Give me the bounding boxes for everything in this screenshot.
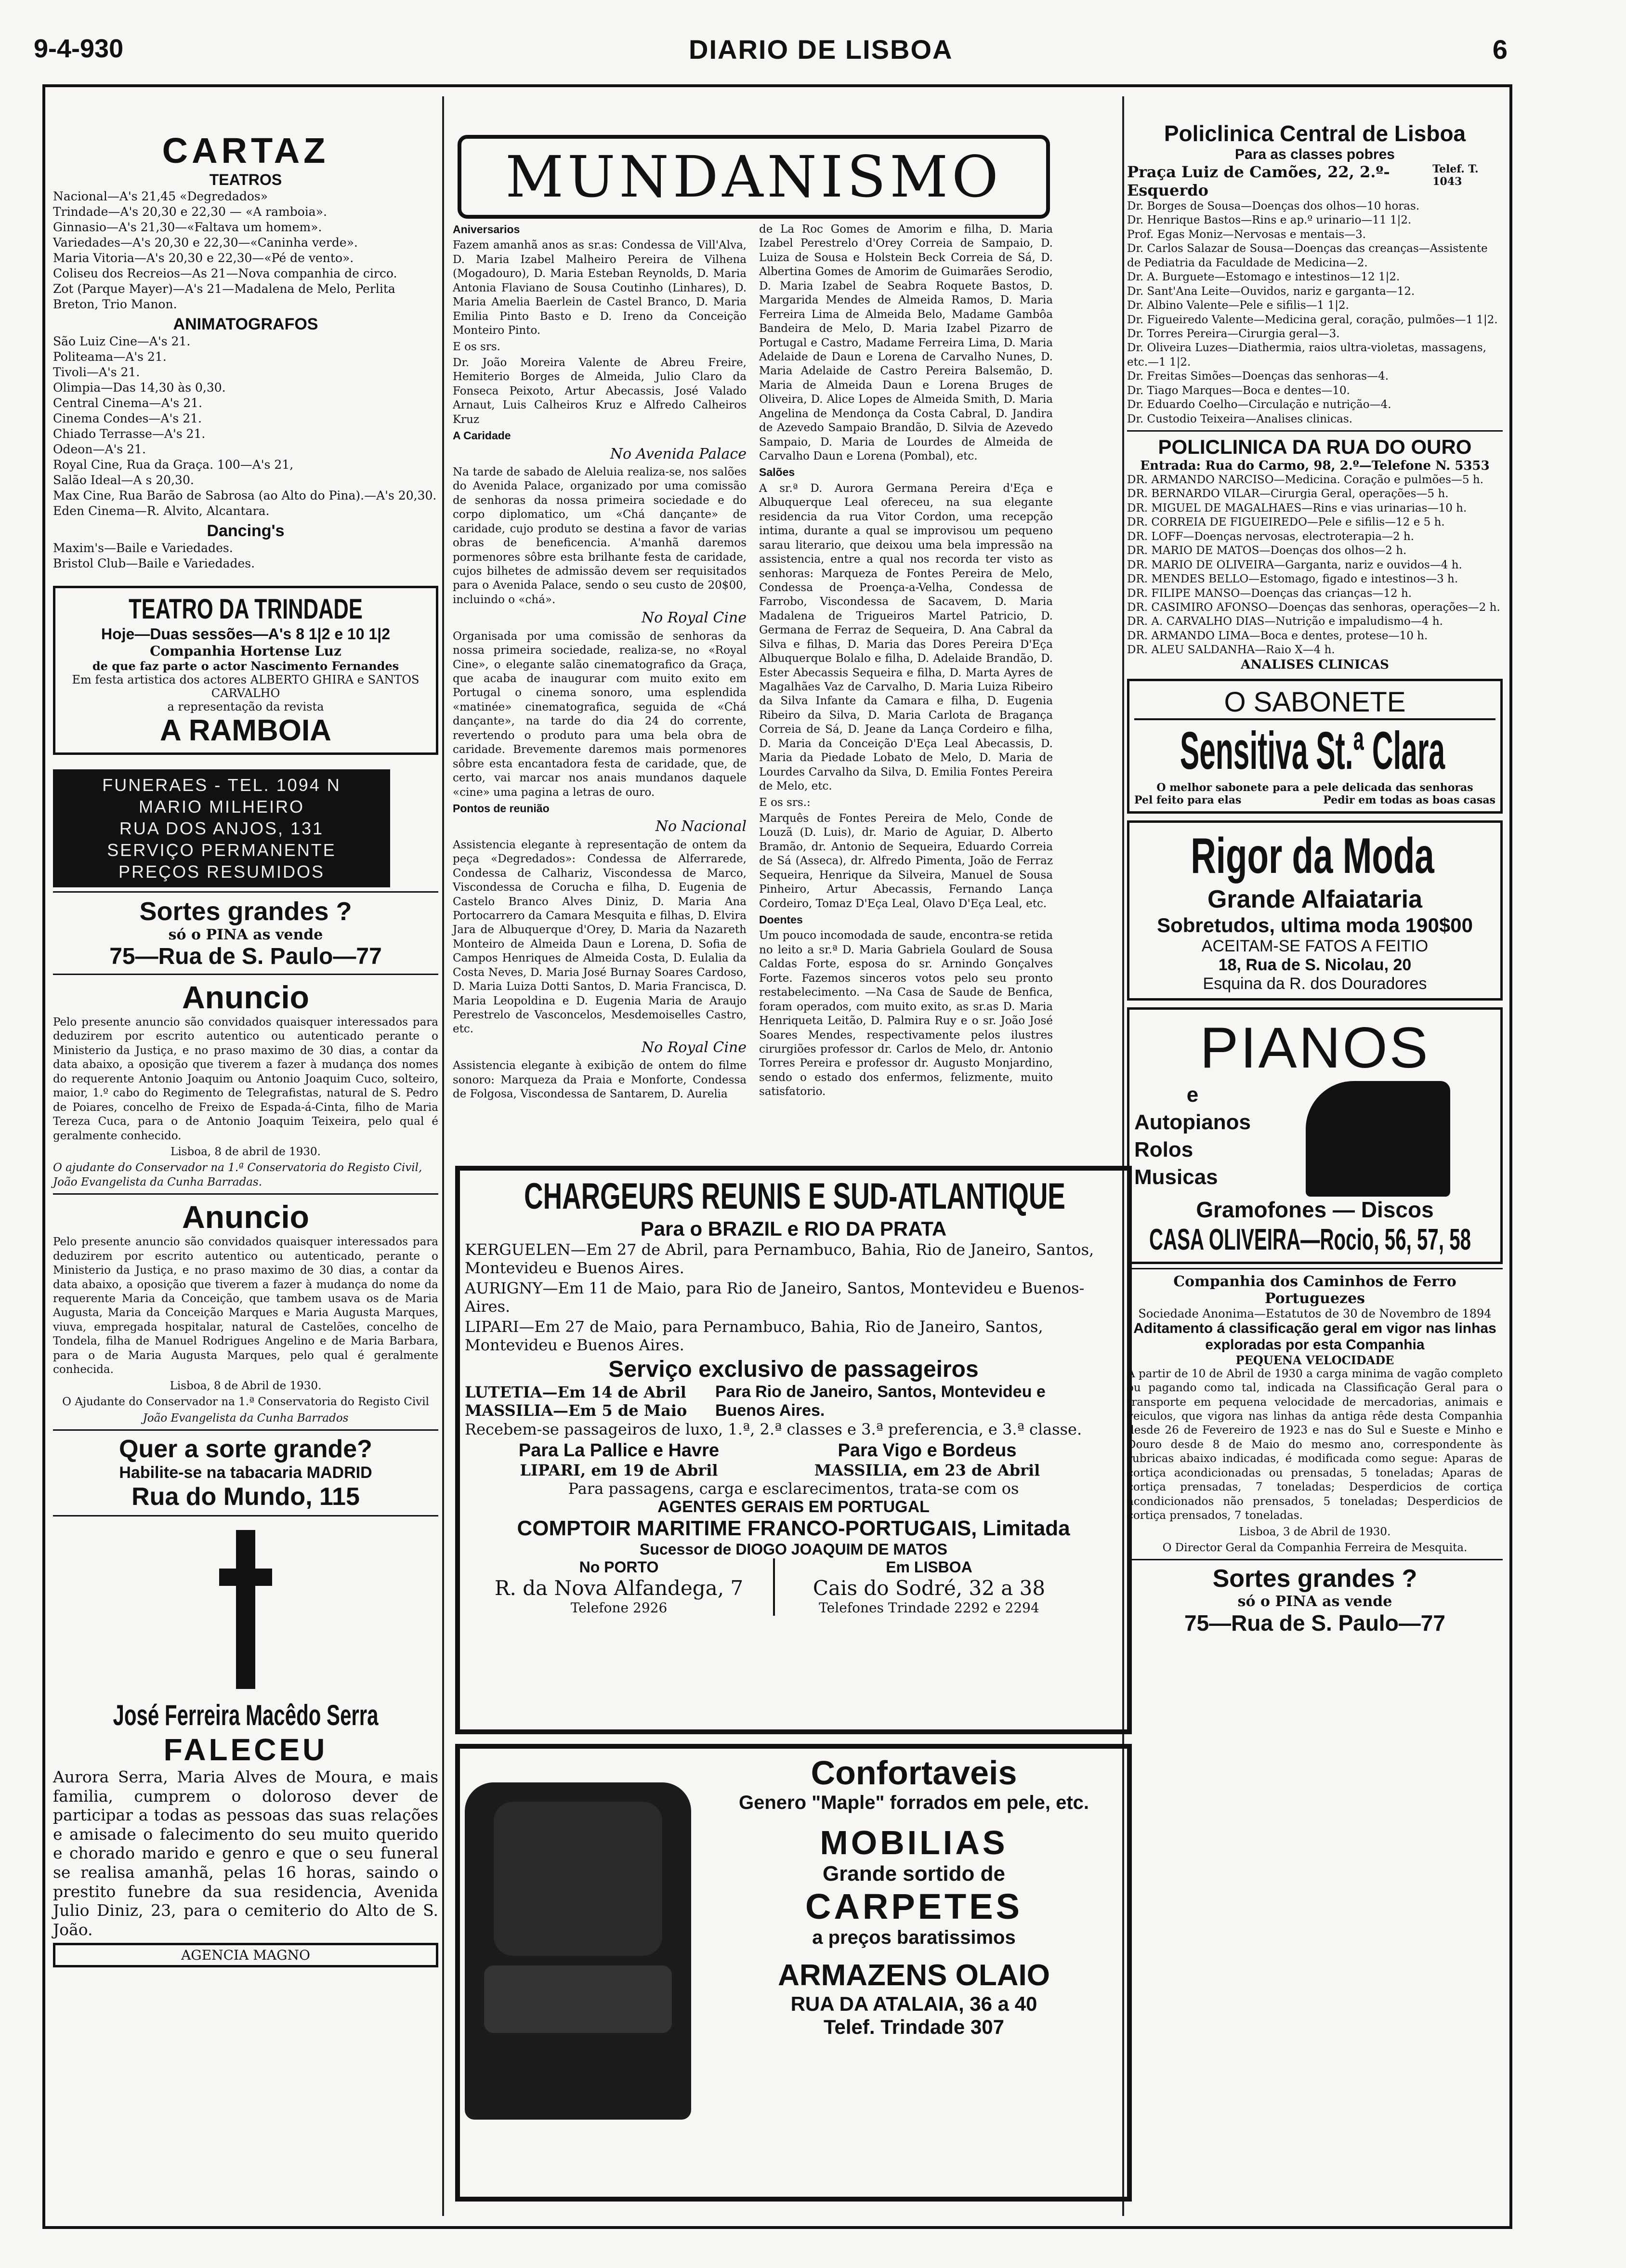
left-column xyxy=(53,96,438,1967)
anuncio-title: Anuncio xyxy=(182,979,309,1015)
ouro-analises: ANALISES CLINICAS xyxy=(1241,657,1389,672)
dancing-listing: Bristol Club—Baile e Variedades. xyxy=(53,556,255,570)
doctor-listing: DR. A. CARVALHO DIAS—Nutrição e impaludismo—4 h. xyxy=(1127,615,1443,628)
dancing-listing: Maxim's—Baile e Variedades. xyxy=(53,541,233,555)
doctor-listing: Dr. Torres Pereira—Cirurgia geral—3. xyxy=(1127,327,1340,340)
cinema-listing: Olimpia—Das 14,30 às 0,30. xyxy=(53,381,226,395)
sabonete-line2: Pel feito para elas xyxy=(1134,793,1242,806)
chargeurs-passageiros: Recebem-se passageiros de luxo, 1.ª, 2.ª classes e 3.ª preferencia, e 3.ª classe. xyxy=(465,1420,1082,1438)
pianos-line4: Gramofones — Discos xyxy=(1196,1197,1434,1222)
doctor-listing: Dr. A. Burguete—Estomago e intestinos—12 1|2. xyxy=(1127,271,1400,284)
pianos-line2: Rolos xyxy=(1134,1138,1193,1162)
rigor-line2: ACEITAM-SE FATOS A FEITIO xyxy=(1201,936,1429,955)
teatro-listing: Ginnasio—A's 21,30—«Faltava um homem». xyxy=(53,220,322,234)
mundanismo-section xyxy=(453,96,1055,1156)
agency-label: AGENCIA MAGNO xyxy=(53,1943,438,1967)
sortes-ad-2 xyxy=(1127,1559,1503,1636)
sabonete-line3: Pedir em todas as boas casas xyxy=(1323,793,1495,806)
newspaper-title: DIARIO DE LISBOA xyxy=(689,34,953,65)
pontos-label: Pontos de reunião xyxy=(453,802,550,815)
ouro-section xyxy=(1127,430,1503,672)
porto-tel: Telefone 2926 xyxy=(570,1600,668,1616)
teatros-list xyxy=(53,189,438,312)
sortes-line: só o PINA as vende xyxy=(168,926,323,943)
anuncio-1 xyxy=(53,974,438,1189)
piano-illustration xyxy=(1306,1081,1450,1197)
dancings-list xyxy=(53,541,438,571)
quer-line3: Rua do Mundo, 115 xyxy=(131,1482,360,1511)
doctor-listing: Prof. Egas Moniz—Nervosas e mentais—3. xyxy=(1127,228,1366,241)
armazens-label: ARMAZENS OLAIO xyxy=(778,1959,1050,1992)
page-number: 6 xyxy=(1492,34,1508,65)
doctor-listing: Dr. Henrique Bastos—Rins e ap.º urinario—11 1|2. xyxy=(1127,214,1412,227)
cinema-listing: São Luiz Cine—A's 21. xyxy=(53,334,191,348)
page-header xyxy=(34,34,1508,72)
trindade-line3: de que faz parte o actor Nascimento Fernandes xyxy=(92,659,399,673)
mundanismo-title: MUNDANISMO xyxy=(458,135,1050,219)
sabonete-line1: O melhor sabonete para a pele delicada das senhoras xyxy=(1156,781,1473,794)
policlinica-sub: Para as classes pobres xyxy=(1235,146,1395,162)
ouro-title: POLICLINICA DA RUA DO OURO xyxy=(1158,435,1472,458)
obituary-name: José Ferreira Macêdo Serra xyxy=(113,1699,379,1731)
chargeurs-title: CHARGEURS REUNIS E SUD-ATLANTIQUE xyxy=(524,1176,1065,1217)
caminhos-heading: Aditamento á classificação geral em vigor nas linhas exploradas por esta Companhia xyxy=(1133,1320,1496,1353)
caminhos-sub: Sociedade Anonima—Estatutos de 30 de Novembro de 1894 xyxy=(1138,1306,1492,1320)
anuncio-signname: João Evangelista da Cunha Barrados xyxy=(143,1411,349,1424)
sabonete-brand: Sensitiva St.ª Clara xyxy=(1180,721,1445,780)
right-column xyxy=(1127,96,1503,1636)
aniversarios-text: Fazem amanhã anos as sr.as: Condessa de Vill'Alva, D. Maria Izabel Malheiro Pereira de Vilhena (Mogadouro), D. Maria Esteban Reynolds, D. Maria Antonia Flaviano de Sousa Coutinho (Linhares), D. Maria Amelia Baerlein de Castel Branco, D. Maria Emilia Pinto Basto e D. Ireno da Conceição Monteiro Pinto. xyxy=(453,239,747,337)
porto-address: R. da Nova Alfandega, 7 xyxy=(494,1576,744,1600)
chargeurs-sub: Para o BRAZIL e RIO DA PRATA xyxy=(640,1217,947,1240)
chargeurs-agentes: AGENTES GERAIS EM PORTUGAL xyxy=(657,1498,930,1516)
rigor-ad xyxy=(1127,820,1503,1001)
pianos-title: PIANOS xyxy=(1200,1015,1430,1080)
nacional-place: No Nacional xyxy=(655,818,747,835)
funeraes-line: MARIO MILHEIRO xyxy=(138,797,305,817)
doctor-listing: DR. MARIO DE OLIVEIRA—Garganta, nariz e ouvidos—4 h. xyxy=(1127,558,1462,571)
sabonete-title: O SABONETE xyxy=(1134,686,1495,720)
teatro-listing: Nacional—A's 21,45 «Degredados» xyxy=(53,189,268,203)
doctor-listing: DR. ARMANDO LIMA—Boca e dentes, protese—10 h. xyxy=(1127,629,1428,642)
caridade-label: A Caridade xyxy=(453,429,511,442)
royal-place: No Royal Cine xyxy=(641,609,747,627)
doctor-listing: DR. CORREIA DE FIGUEIREDO—Pele e sifilis—12 e 5 h. xyxy=(1127,516,1445,529)
e-os-label: E os srs. xyxy=(453,340,500,353)
chargeurs-line: LIPARI—Em 27 de Maio, para Pernambuco, Bahia, Rio de Janeiro, Santos, Montevideu e Buenos Aires. xyxy=(465,1318,1043,1354)
cinema-listing: Odeon—A's 21. xyxy=(53,442,146,456)
doctor-listing: Dr. Figueiredo Valente—Medicina geral, coração, pulmões—1 1|2. xyxy=(1127,313,1498,326)
caminhos-section xyxy=(1127,1268,1503,1556)
doctor-listing: DR. ALEU SALDANHA—Raio X—4 h. xyxy=(1127,644,1335,657)
chargeurs-route: Para Rio de Janeiro, Santos, Montevideu e Buenos Aires. xyxy=(715,1383,1046,1420)
e-srs-label: E os srs.: xyxy=(759,796,811,809)
policlinica-title: Policlinica Central de Lisboa xyxy=(1164,121,1466,146)
doctor-listing: DR. ARMANDO NARCISO—Medicina. Coração e pulmões—5 h. xyxy=(1127,474,1484,486)
doctor-listing: Dr. Albino Valente—Pele e sifilis—1 1|2. xyxy=(1127,299,1349,312)
dancings-label: Dancing's xyxy=(207,522,285,540)
animatografos-list xyxy=(53,334,438,519)
pallice-line: LIPARI, em 19 de Abril xyxy=(520,1461,718,1479)
carpetes-label: CARPETES xyxy=(805,1886,1023,1926)
chargeurs-servico: Serviço exclusivo de passageiros xyxy=(608,1357,979,1382)
doentes-label: Doentes xyxy=(759,913,803,926)
pianos-line3: Musicas xyxy=(1134,1165,1218,1189)
cinema-listing: Chiado Terrasse—A's 21. xyxy=(53,427,206,441)
teatro-listing: Zot (Parque Mayer)—A's 21—Madalena de Melo, Perlita Breton, Trio Manon. xyxy=(53,282,395,311)
comptoir-name: COMPTOIR MARITIME FRANCO-PORTUGAIS, Limitada xyxy=(517,1516,1070,1540)
caminhos-heading-2: PEQUENA VELOCIDADE xyxy=(1235,1353,1394,1367)
policlinica-list xyxy=(1127,199,1503,426)
aniversarios-label: Aniversarios xyxy=(453,223,520,236)
vigo-title: Para Vigo e Bordeus xyxy=(838,1440,1017,1461)
doctor-listing: Dr. Eduardo Coelho—Circulação e nutrição—4. xyxy=(1127,398,1391,411)
confortaveis-ad xyxy=(455,1744,1132,2202)
doentes-text: Um pouco incomodada de saude, encontra-se retida no leito a sr.ª D. Maria Gabriela Goulard de Sousa Caldas Forte, esposa do sr. Arnindo Gonçalves Forte. Fazemos sinceros votos pelo seu pronto restabelecimento. —Na Casa de Saude de Benfica, foram operados, com muito exito, as sr.as D. Maria Henriqueta Leitão, D. Palmira Ruy e o sr. João José Soares Mendes, respectivamente pelos ilustres cirurgiões professor dr. Carlos de Melo, dr. Antonio Torres Pereira e professor dr. Augusto Monjardino, sendo o estado dos enfermos, felizmente, muito satisfatorio. xyxy=(759,929,1053,1098)
saloes-text: A sr.ª D. Aurora Germana Pereira d'Eça e Albuquerque Leal ofereceu, na sua elegante residencia da rua Vitor Cordon, uma recepção intima, durante a qual se improvisou um pequeno sarau literario, que deixou uma bela impressão na assistencia, entre a qual nos recorda ter visto as senhoras: Marqueza de Fontes Pereira de Melo, Condessa de Proença-a-Velha, Condessa de Farrobo, Viscondessa de Sacavem, D. Maria Madalena de Trigueiros Martel Patricio, D. Germana de Ferraz de Sequeira, D. Ana Cabral da Silva e filhas, D. Maria das Dores Pereira D'Eça Albuquerque Bolalo e filha, D. Adelaide Brandão, D. Ester Abecassis Sequeira e filha, D. Marta Ayres de Magalhães Vaz de Carvalho, D. Maria Luiza Ribeiro da Silva Infante da Camara e filha, D. Eugenia Ribeiro da Silva, D. Maria Carlota de Bragança Correia de Sá, D. Jeane da Lança Cordeiro e filha, D. Maria da Conceição D'Eça Leal Abecassis, D. Maria da Piedade Lobato de Melo, D. Maria de Lourdes Carvalho da Silva, D. Emilia Fontes Pereira de Melo, etc. xyxy=(759,482,1053,793)
mundanismo-col-a xyxy=(453,223,747,1104)
trindade-line4: Em festa artistica dos actores ALBERTO GHIRA e SANTOS CARVALHO xyxy=(72,673,420,700)
trindade-ad xyxy=(53,586,438,755)
chargeurs-line: KERGUELEN—Em 27 de Abril, para Pernambuco, Bahia, Rio de Janeiro, Santos, Montevideu e Buenos Aires. xyxy=(465,1240,1094,1277)
ouro-address: Entrada: Rua do Carmo, 98, 2.º—Telefone N. 5353 xyxy=(1140,459,1490,473)
doctor-listing: DR. MARIO DE MATOS—Doenças dos olhos—2 h. xyxy=(1127,544,1407,557)
chargeurs-line: AURIGNY—Em 11 de Maio, para Rio de Janeiro, Santos, Montevideu e Buenos-Aires. xyxy=(465,1279,1085,1316)
column-rule-1 xyxy=(442,96,444,2216)
cartaz-title: CARTAZ xyxy=(162,131,329,171)
doctor-listing: Dr. Carlos Salazar de Sousa—Doenças das creanças—Assistente de Pediatria da Faculdade de Medicina—2. xyxy=(1127,242,1488,269)
chargeurs-massilia: MASSILIA—Em 5 de Maio xyxy=(465,1401,687,1420)
teatro-listing: Coliseu dos Recreios—As 21—Nova companhia de circo. xyxy=(53,266,397,280)
obituary-body: Aurora Serra, Maria Alves de Moura, e mais familia, cumprem o doloroso dever de participar a todas as pessoas das suas relações e amisade o falecimento do seu muito querido e chorado marido e genro e que o seu funeral se realisa amanhã, pelas 16 horas, saindo o prestito funebre da sua residencia, Avenida Julio Diniz, 23, para o cemiterio do Alto de S. João. xyxy=(53,1767,438,1939)
trindade-line2: Companhia Hortense Luz xyxy=(150,643,341,659)
rigor-line1: Sobretudos, ultima moda 190$00 xyxy=(1157,913,1473,936)
doctor-listing: Dr. Borges de Sousa—Doenças dos olhos—10 horas. xyxy=(1127,200,1420,212)
aniversarios-text-2: Dr. João Moreira Valente de Abreu Freire, Hemiterio Borges de Almeida, Julio Claro da Fonseca Peixoto, Artur Abecassis, José Valado Arnaut, Luis Calheiros Kruz e Alfredo Calheiros Kruz xyxy=(453,356,747,426)
precos-label: a preços baratissimos xyxy=(812,1927,1016,1948)
pallice-title: Para La Pallice e Havre xyxy=(518,1440,720,1461)
anuncio-date: Lisboa, 8 de abril de 1930. xyxy=(170,1145,321,1158)
lisboa-tel: Telefones Trindade 2292 e 2294 xyxy=(819,1600,1039,1616)
royal2-text: Assistencia elegante à exibição de ontem do filme sonoro: Marqueza da Praia e Monforte, Condessa de Folgosa, Viscondessa de Santarem, D. Aurelia xyxy=(453,1059,747,1101)
anuncio-title: Anuncio xyxy=(182,1199,309,1235)
doctor-listing: DR. MIGUEL DE MAGALHAES—Rins e vias urinarias—10 h. xyxy=(1127,501,1467,514)
sortes-title: Sortes grandes ? xyxy=(1212,1565,1417,1593)
pianos-e: e xyxy=(1186,1082,1199,1107)
armazens-tel: Telef. Trindade 307 xyxy=(823,2016,1005,2038)
rigor-line3: 18, Rua de S. Nicolau, 20 xyxy=(1218,955,1412,974)
rigor-sub: Grande Alfaiataria xyxy=(1207,885,1422,913)
cross-icon xyxy=(219,1530,272,1689)
nacional-text: Assistencia elegante à representação de ontem da peça «Degredados»: Condessa de Alferrarede, Condessa de Calhariz, Viscondessa de Marco, Viscondessa de Corucha e filha, D. Eugenia de Castelo Branco Alves Diniz, D. Maria Ana Portocarrero da Camara Mesquita e filhas, D. Elvira Jara de Albuquerque d'Orey, D. Maria da Nazareth Monteiro de Almeida Daun e Lorena, D. Sofia de Campos Henriques de Almeida Costa, D. Eulalia da Costa Neves, D. Maria José Burnay Soares Cardoso, D. Maria Luiza Dotti Santos, D. Maria Francisca, D. Maria Leopoldina e D. Eugenia Maria de Araujo Perestrelo de Vasconcelos, Mesdemoiselles Castro, etc. xyxy=(453,838,747,1036)
cinema-listing: Tivoli—A's 21. xyxy=(53,365,140,379)
caminhos-body: A partir de 10 de Abril de 1930 a carga minima de vagão completo ou pagando como tal, indicada na Classificação Geral para o transporte em pequena velocidade de mercadorias, animais e veiculos, que vigora nas linhas da antiga rêde desta Companhia desde 26 de Fevereiro de 1923 e nas do Sul e Sueste e Minho e Douro desde 8 de Maio do mesmo ano, correspondente às rubricas abaixo indicadas, é modificada como segue: Aparas de cortiça acondicionadas ou prensadas, 5 toneladas; Aparas de cortiça prensadas, 7 toneladas; Desperdicios de cortiça acondicionados não prensados, 5 toneladas; Desperdicios de cortiça prensados, 7 toneladas. xyxy=(1127,1367,1503,1522)
quer-sorte-ad xyxy=(53,1429,438,1511)
funeraes-line: FUNERAES - TEL. 1094 N xyxy=(102,775,341,795)
royal2-place: No Royal Cine xyxy=(641,1039,747,1056)
chargeurs-ad xyxy=(455,1166,1132,1734)
caminhos-sign: O Director Geral da Companhia Ferreira de Mesquita. xyxy=(1162,1541,1468,1554)
caridade-text: Na tarde de sabado de Aleluia realiza-se, nos salões do Avenida Palace, organizado por uma comissão de senhoras da nossa primeira sociedade e do corpo diplomatico, um «Chá dançante» de caridade, cujo produto se destina a favor de varias obras de beneficencia. A'manhã daremos pormenores sôbre esta brilhante festa de caridade, cujos bilhetes de admissão devem ser requisitados para o Avenida Palace, sendo o seu custo de 20$00, incluindo o «chá». xyxy=(453,465,747,606)
quer-line1: Quer a sorte grande? xyxy=(119,1435,372,1463)
rigor-line4: Esquina da R. dos Douradores xyxy=(1203,974,1427,993)
doctor-listing: Dr. Tiago Marques—Boca e dentes—10. xyxy=(1127,384,1350,397)
vigo-line: MASSILIA, em 23 de Abril xyxy=(814,1461,1040,1479)
cinema-listing: Cinema Condes—A's 21. xyxy=(53,411,202,425)
sortes-title: Sortes grandes ? xyxy=(139,897,352,926)
mobilias-label: MOBILIAS xyxy=(820,1824,1008,1861)
lisboa-address: Cais do Sodré, 32 a 38 xyxy=(813,1576,1046,1600)
porto-label: No PORTO xyxy=(579,1558,659,1576)
teatro-listing: Maria Vitoria—A's 20,30 e 22,30—«Pé de vento». xyxy=(53,251,354,265)
saloes-text-2: Marquês de Fontes Pereira de Melo, Conde de Louzã (D. Luis), dr. Mario de Aguiar, D. Alberto Bramão, dr. Antonio de Sequeira, Eduardo Correia de Sá (Asseca), dr. Alfredo Pimenta, João de Ferraz Sequeira, Henrique da Silveira, Manuel de Sousa Pinheiro, Artur Abecassis, Fernando Lança Cordeiro, Tomaz D'Eça Leal, Olavo D'Eça Leal, etc. xyxy=(759,812,1053,910)
confortaveis-title: Confortaveis xyxy=(811,1754,1017,1792)
issue-date: 9-4-930 xyxy=(34,34,124,63)
cinema-listing: Max Cine, Rua Barão de Sabrosa (ao Alto do Pina).—A's 20,30. xyxy=(53,488,437,502)
col2-top-text: de La Roc Gomes de Amorim e filha, D. Maria Izabel Perestrelo d'Orey Correia de Sampaio, D. Luiza de Sousa e Holstein Beck Correia de Sá, D. Albertina Gomes de Amorim de Guimarães Serodio, D. Maria Izabel de Seabra Roquete Bastos, D. Margarida Mendes de Almeida Ramos, D. Maria Ferreira Lima de Almeida Belo, Madame Gambôa Bandeira de Melo, D. Maria Izabel Pizarro de Portugal e Castro, Madame Ferreira Lima, D. Maria Adelaide de Daun e Lorena de Carvalho Nunes, D. Maria Adelaide de Castro Pereira Balsemão, D. Maria de Almeida Daun e Lorena Bruges de Oliveira, D. Alice Lopes de Almeida Smith, D. Maria Angelina de Mendonça da Costa Cabral, D. Jandira de Azevedo Sampaio Brandão, D. Silvia de Azevedo Sampaio, D. Maria de Lourdes de Almeida de Carvalho Daun e Lorena (Pombal), etc. xyxy=(759,223,1053,462)
funeraes-line: PREÇOS RESUMIDOS xyxy=(118,862,325,882)
pianos-line5: CASA OLIVEIRA—Rocio, 56, 57, 58 xyxy=(1149,1223,1471,1256)
lisboa-label: Em LISBOA xyxy=(886,1558,972,1576)
caridade-place: No Avenida Palace xyxy=(610,445,747,462)
doctor-listing: DR. FILIPE MANSO—Doenças das crianças—12 h. xyxy=(1127,587,1412,600)
anuncio-sign: O Ajudante do Conservador na 1.ª Conservatoria do Registo Civil xyxy=(62,1396,429,1409)
mundanismo-col-b xyxy=(759,223,1053,1104)
anuncio-sign: O ajudante do Conservador na 1.ª Conservatoria do Registo Civil, João Evangelista da Cunha Barradas. xyxy=(53,1161,422,1188)
ouro-list xyxy=(1127,473,1503,658)
funeraes-line: SERVIÇO PERMANENTE xyxy=(107,840,336,860)
trindade-line5: a representação da revista xyxy=(167,700,324,713)
doctor-listing: DR. MENDES BELLO—Estomago, figado e intestinos—3 h. xyxy=(1127,573,1458,586)
doctor-listing: DR. LOFF—Doenças nervosas, electroterapia—2 h. xyxy=(1127,530,1415,543)
trindade-title: TEATRO DA TRINDADE xyxy=(129,593,363,625)
doctor-listing: Dr. Oliveira Luzes—Diathermia, raios ultra-violetas, massagens, etc.—1 1|2. xyxy=(1127,342,1486,369)
policlinica-address: Praça Luiz de Camões, 22, 2.º-Esquerdo xyxy=(1127,163,1390,199)
cinema-listing: Royal Cine, Rua da Graça. 100—A's 21, xyxy=(53,458,294,472)
anuncio-date: Lisboa, 8 de Abril de 1930. xyxy=(170,1379,322,1392)
grande-sortido: Grande sortido de xyxy=(823,1862,1005,1886)
doctor-listing: Dr. Sant'Ana Leite—Ouvidos, nariz e garganta—12. xyxy=(1127,285,1415,298)
doctor-listing: DR. BERNARDO VILAR—Cirurgia Geral, operações—5 h. xyxy=(1127,488,1449,501)
funeraes-line: RUA DOS ANJOS, 131 xyxy=(119,818,324,838)
teatro-listing: Trindade—A's 20,30 e 22,30 — «A ramboia». xyxy=(53,205,327,219)
sortes-ad-1 xyxy=(53,891,438,970)
trindade-line1: Hoje—Duas sessões—A's 8 1|2 e 10 1|2 xyxy=(101,625,391,643)
cinema-listing: Eden Cinema—R. Alvito, Alcantara. xyxy=(53,504,270,518)
royal-text: Organisada por uma comissão de senhoras da nossa primeira sociedade, realiza-se, no «Royal Cine», o elegante salão cinematografico da Graça, que acaba de inaugurar com muito exito em Portugal o cinema sonoro, uma esplendida «matinée» cinematografica, seguida de «Chá dançante», na tarde do dia 24 do corrente, revertendo o produto para uma bela obra de caridade. Brevemente daremos mais pormenores sôbre esta encantadora festa de caridade, que, de certo, vai marcar nos anais mundanos daquele «cine» uma pagina a letras de ouro. xyxy=(453,630,747,799)
sabonete-ad xyxy=(1127,679,1503,814)
cinema-listing: Salão Ideal—A s 20,30. xyxy=(53,473,194,487)
anuncio-2 xyxy=(53,1193,438,1425)
anuncio-body: Pelo presente anuncio são convidados quaisquer interessados para deduzirem por escrito autentico ou autenticado perante o Ministerio da Justiça, e no praso maximo de 30 dias, a contar da data abaixo, a oposição que tiverem a fazer à mudança dos nomes do requerente Antonio Joaquim ou Antonio Joaquim Cuco, solteiro, maior, 1.º cabo do Regimento de Telegrafistas, natural de S. Pedro de Poiares, concelho de Freixo de Espada-á-Cinta, filho de Maria Tereza Cuca, para o de Antonio Joaquim Teixeira, pelo qual é geralmente conhecido. xyxy=(53,1016,438,1142)
caminhos-title: Companhia dos Caminhos de Ferro Portuguezes xyxy=(1173,1273,1456,1307)
pianos-ad xyxy=(1127,1007,1503,1264)
teatros-label: TEATROS xyxy=(209,171,282,188)
doctor-listing: DR. CASIMIRO AFONSO—Doenças das senhoras, operações—2 h. xyxy=(1127,601,1500,614)
comptoir-sucessor: Sucessor de DIOGO JOAQUIM DE MATOS xyxy=(640,1541,947,1558)
doctor-listing: Dr. Custodio Teixeira—Analises clinicas. xyxy=(1127,412,1353,425)
obituary-faleceu: FALECEU xyxy=(163,1732,328,1767)
animatografos-label: ANIMATOGRAFOS xyxy=(173,315,318,333)
pianos-line1: Autopianos xyxy=(1134,1110,1251,1134)
rigor-title: Rigor da Moda xyxy=(1191,828,1434,884)
caminhos-date: Lisboa, 3 de Abril de 1930. xyxy=(1239,1525,1391,1538)
armchair-illustration xyxy=(465,1782,691,2120)
saloes-label: Salões xyxy=(759,466,795,479)
teatro-listing: Variedades—A's 20,30 e 22,30—«Caninha verde». xyxy=(53,236,358,250)
chargeurs-contact: Para passagens, carga e esclarecimentos, trata-se com os xyxy=(568,1479,1019,1498)
obituary xyxy=(53,1515,438,1967)
doctor-listing: Dr. Freitas Simões—Doenças das senhoras—4. xyxy=(1127,370,1389,383)
anuncio-body: Pelo presente anuncio são convidados quaisquer interessados para deduzirem por escrito autentico ou autenticado, perante o Ministerio da Justiça, e no praso maximo de 30 dias, a contar da data abaixo, a oposição que tiverem a fazer à mudança do nome da requerente Maria da Conceição, que tambem usava os de Maria Augusta, Maria da Conceição Marques e Maria Augusta Marques, viuva, empregada hospitalar, natural de Castelões, concelho de Tondela, filha de Manuel Rodrigues Angelino e de Maria Barbara, para o de Maria Augusta Marques, pelo qual é geralmente conhecida. xyxy=(53,1236,438,1376)
trindade-show: A RAMBOIA xyxy=(160,714,331,747)
sortes-line: só o PINA as vende xyxy=(1237,1593,1392,1610)
sortes-address: 75—Rua de S. Paulo—77 xyxy=(109,944,382,969)
chargeurs-lutetia: LUTETIA—Em 14 de Abril xyxy=(465,1383,686,1401)
cinema-listing: Central Cinema—A's 21. xyxy=(53,396,202,410)
sortes-address: 75—Rua de S. Paulo—77 xyxy=(1184,1610,1445,1636)
policlinica-tel: Telef. T. 1043 xyxy=(1432,163,1479,188)
confortaveis-sub: Genero "Maple" forrados em pele, etc. xyxy=(738,1792,1089,1813)
quer-line2: Habilite-se na tabacaria MADRID xyxy=(119,1463,372,1482)
funeraes-ad xyxy=(53,769,390,887)
cinema-listing: Politeama—A's 21. xyxy=(53,350,167,364)
armazens-rua: RUA DA ATALAIA, 36 a 40 xyxy=(790,1992,1037,2015)
